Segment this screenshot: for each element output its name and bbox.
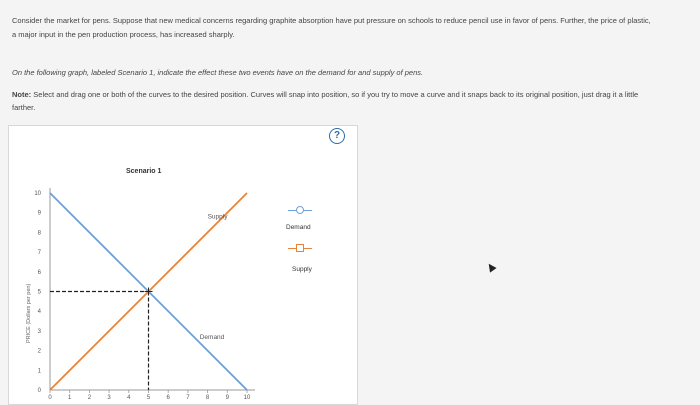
legend-demand-label[interactable]: Demand xyxy=(286,224,311,231)
x-tick-label: 3 xyxy=(107,395,111,401)
x-tick-label: 0 xyxy=(48,395,52,401)
y-tick-label: 1 xyxy=(37,368,41,375)
legend-supply-label[interactable]: Supply xyxy=(292,266,312,273)
y-tick-label: 8 xyxy=(37,230,41,237)
y-tick-label: 3 xyxy=(37,328,41,335)
legend-supply-handle[interactable] xyxy=(296,244,304,252)
question-text: Consider the market for pens. Suppose that new medical concerns regarding graphite absorption have put pressure on schools to reduce pencil use in favor of pens. Further, the price of plastic, a major input in the pen production process, has increased sharply. xyxy=(12,16,651,39)
y-tick-label: 0 xyxy=(37,388,41,394)
supply-curve-label: Supply xyxy=(207,213,228,221)
y-tick-label: 2 xyxy=(37,348,41,355)
graph-title: Scenario 1 xyxy=(126,168,162,175)
x-tick-label: 6 xyxy=(166,395,170,401)
y-tick-label: 6 xyxy=(37,269,41,276)
y-tick-label: 9 xyxy=(37,210,41,217)
graph-curves xyxy=(50,193,247,390)
x-tick-label: 9 xyxy=(225,395,229,401)
demand-curve-label: Demand xyxy=(199,333,225,341)
instruction-text: On the following graph, labeled Scenario 1, indicate the effect these two events have on the demand for and supply of pens. xyxy=(12,68,424,77)
y-tick-label: 10 xyxy=(34,191,41,197)
y-tick-label: 7 xyxy=(37,250,41,257)
y-tick-label: 5 xyxy=(37,289,41,296)
y-axis-label: PRICE (Dollars per pen) xyxy=(26,283,32,343)
x-tick-label: 2 xyxy=(87,395,92,401)
y-tick-label: 4 xyxy=(37,309,41,316)
help-icon[interactable]: ? xyxy=(329,128,345,144)
note-body: Select and drag one or both of the curves to the desired position. Curves will snap into position, so if you try to move a curve and it snaps back to its original position, just drag it a little farther. xyxy=(12,90,639,112)
legend-demand-handle[interactable] xyxy=(296,206,304,214)
x-tick-label: 7 xyxy=(186,395,190,401)
x-tick-label: 4 xyxy=(127,395,131,401)
x-tick-label: 8 xyxy=(205,395,210,401)
note-label: Note: xyxy=(12,90,32,99)
x-tick-label: 5 xyxy=(146,395,151,401)
x-tick-label: 10 xyxy=(243,395,251,401)
x-tick-label: 1 xyxy=(68,395,72,401)
